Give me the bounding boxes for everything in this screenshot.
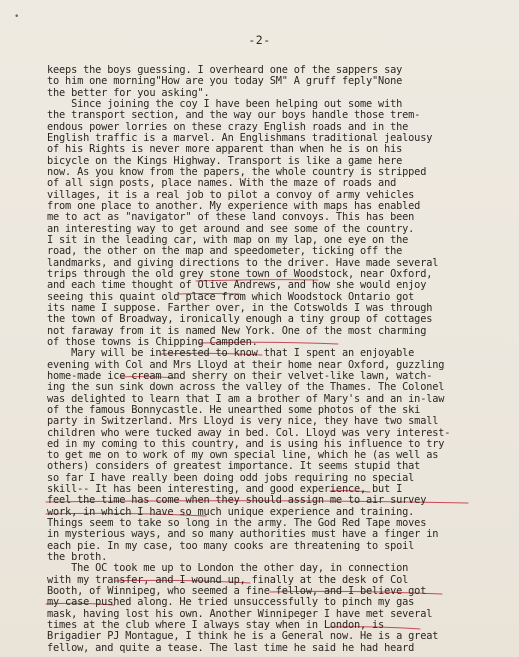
text-line: was delighted to learn that I am a brother of Mary's and an in-law xyxy=(47,392,445,405)
text-line: seeing this quaint old place from which Woodstock Ontario got xyxy=(47,290,415,303)
text-line: its name I suppose. Farther over, in the Cotswolds I was through xyxy=(47,301,433,314)
text-line: skill-- It has been interesting, and good experience, but I xyxy=(47,483,403,496)
text-line: villages, it is a real job to pilot a convoy of army vehicles xyxy=(47,188,415,201)
text-line: the broth. xyxy=(47,551,108,564)
tack-hole-mark: • xyxy=(14,12,20,22)
text-line: Booth, of Winnipeg, who seemed a fine fellow, and I believe got xyxy=(47,585,427,598)
text-line: to get me on to work of my own special line, which he (as well as xyxy=(47,449,439,462)
text-line: from one place to another. My experience with maps has enabled xyxy=(47,199,421,212)
text-line: ed in my coming to this country, and is using his influence to try xyxy=(47,437,445,450)
text-line: with my transfer, and I wound up, finally at the desk of Col xyxy=(47,573,409,586)
text-line: Things seem to take so long in the army. The God Red Tape moves xyxy=(47,517,427,530)
text-line: children who were tucked away in bed. Col. Lloyd was very interest- xyxy=(47,426,451,439)
text-line: feel the time has come when they should assign me to air survey xyxy=(47,494,427,507)
text-line: fellow, and quite a tease. The last time he said he had heard xyxy=(47,641,415,654)
text-line: now. As you know from the papers, the whole country is stripped xyxy=(47,165,427,178)
text-line: English traffic is a marvel. An Englishmans traditional jealousy xyxy=(47,131,433,144)
text-line: keeps the boys guessing. I overheard one of the sappers say xyxy=(47,64,403,76)
text-line: party in Switzerland. Mrs Lloyd is very nice, they have two small xyxy=(47,415,439,428)
text-line: of those towns is Chipping Campden. xyxy=(47,335,258,348)
letter-body xyxy=(47,65,513,654)
text-line: road, the other on the map and speedometer, ticking off the xyxy=(47,245,403,258)
text-line: The OC took me up to London the other day, in connection xyxy=(47,562,409,575)
text-line: of all sign posts, place names. With the maze of roads and xyxy=(47,177,397,190)
text-line: Brigadier PJ Montague, I think he is a General now. He is a great xyxy=(47,630,439,643)
text-line: Since joining the coy I have been helping out some with xyxy=(47,97,403,110)
text-line: trips through the old grey stone town of Woodstock, near Oxford, xyxy=(47,267,433,280)
text-line: an interesting way to get around and see some of the country. xyxy=(47,222,415,235)
text-line: mask, having lost his own. Another Winnipeger I have met several xyxy=(47,607,433,620)
text-line: landmarks, and giving directions to the driver. Have made several xyxy=(47,256,439,269)
text-line: not faraway from it is named New York. One of the most charming xyxy=(47,324,427,337)
text-line: to him one morning"How are you today SM" A gruff feply"None xyxy=(47,75,403,88)
text-line: each pie. In my case, too many cooks are threatening to spoil xyxy=(47,539,415,552)
text-line: the transport section, and the way our boys handle those trem- xyxy=(47,109,421,122)
text-line: so far I have really been doing odd jobs requiring no special xyxy=(47,471,415,484)
text-line: Mary will be interested to know that I spent an enjoyable xyxy=(47,347,415,360)
text-line: I sit in the leading car, with map on my lap, one eye on the xyxy=(47,233,409,246)
text-line: the better for you asking". xyxy=(47,86,210,99)
text-line: times at the club where I always stay when in London, is xyxy=(47,619,385,632)
text-line: endous power lorries on these crazy English roads and in the xyxy=(47,120,409,133)
text-line: others) considers of greatest importance. It seems stupid that xyxy=(47,460,421,473)
text-line: of the famous Bonnycastle. He unearthed some photos of the ski xyxy=(47,403,421,416)
text-line: and each time thought of Olive Andrews, and how she would enjoy xyxy=(47,279,427,292)
text-line: in mysterious ways, and so many authorities must have a finger in xyxy=(47,528,439,541)
text-line: me to act as "navigator" of these land convoys. This has been xyxy=(47,211,415,224)
text-line: bicycle on the Kings Highway. Transport is like a game here xyxy=(47,154,403,167)
text-line: my case pushed along. He tried unsuccessfully to pinch my gas xyxy=(47,596,415,609)
text-line: of his Rights is never more apparent than when he is on his xyxy=(47,143,403,156)
text-line: work, in which I have so much unique experience and training. xyxy=(47,505,415,518)
text-line: home-made ice cream and sherry on their velvet-like lawn, watch- xyxy=(47,369,433,382)
text-line: evening with Col and Mrs Lloyd at their home near Oxford, guzzling xyxy=(47,358,445,371)
text-line: the town of Broadway, ironically enough a tiny group of cottages xyxy=(47,313,433,326)
page-number: -2- xyxy=(248,33,271,47)
text-line: ing the sun sink down across the valley of the Thames. The Colonel xyxy=(47,381,445,394)
